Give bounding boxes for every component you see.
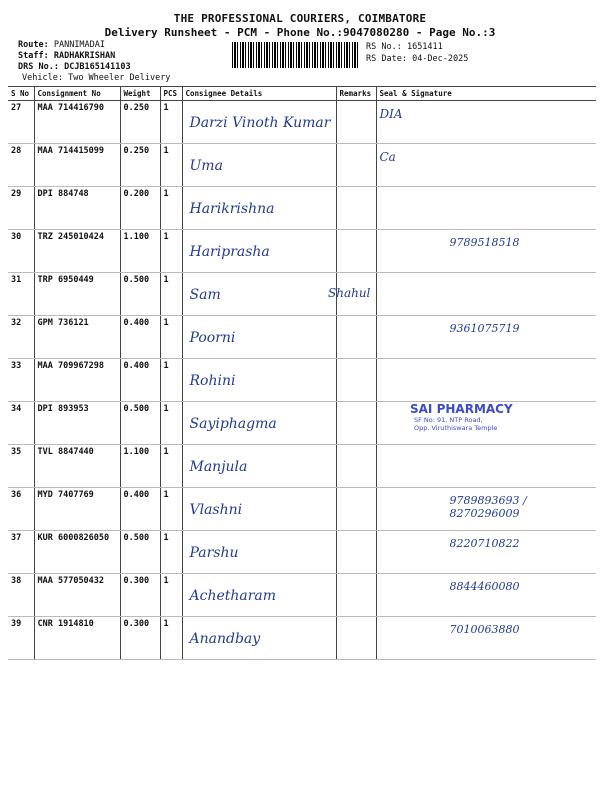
- pcs-cell: 1: [160, 531, 182, 574]
- table-row: [8, 187, 596, 230]
- signature-cell: [376, 101, 596, 144]
- staff-label: Staff:: [18, 51, 49, 61]
- consignment-cell: KUR 6000826050: [34, 531, 120, 574]
- consignment-cell: CNR 1914810: [34, 617, 120, 660]
- rs-no-value: 1651411: [406, 42, 443, 52]
- pcs-cell: 1: [160, 445, 182, 488]
- consignment-cell: MAA 577050432: [34, 574, 120, 617]
- pcs-cell: 1: [160, 617, 182, 660]
- col-header-consignee: Consignee Details: [182, 87, 336, 101]
- weight-cell: 0.400: [120, 316, 160, 359]
- consignee-cell: [182, 531, 336, 574]
- handwritten-phone: 9789893693 / 8270296009: [449, 494, 527, 520]
- route-line: [18, 40, 105, 50]
- consignment-cell: MAA 714416790: [34, 101, 120, 144]
- remarks-cell: [336, 574, 376, 617]
- sno-cell: 31: [8, 273, 34, 316]
- consignee-cell: [182, 101, 336, 144]
- consignee-handwritten-name: Sayiphagma: [189, 416, 277, 432]
- consignee-cell: [182, 617, 336, 660]
- consignee-handwritten-name: Anandbay: [189, 631, 261, 647]
- pcs-cell: 1: [160, 316, 182, 359]
- signature-cell: [376, 187, 596, 230]
- remarks-cell: [336, 402, 376, 445]
- rs-date-line: [366, 54, 468, 64]
- signature-cell: [376, 359, 596, 402]
- pcs-cell: 1: [160, 230, 182, 273]
- col-header-sno: S No: [8, 87, 34, 101]
- col-header-pcs: PCS: [160, 87, 182, 101]
- rs-date-value: 04-Dec-2025: [412, 54, 469, 64]
- pcs-cell: 1: [160, 488, 182, 531]
- col-header-signature: Seal & Signature: [376, 87, 596, 101]
- table-row: [8, 316, 596, 359]
- drs-line: [18, 62, 131, 72]
- consignment-cell: TRZ 245010424: [34, 230, 120, 273]
- signature-cell: [376, 316, 596, 359]
- weight-cell: 0.300: [120, 617, 160, 660]
- sno-cell: 34: [8, 402, 34, 445]
- pcs-cell: 1: [160, 359, 182, 402]
- sno-cell: 30: [8, 230, 34, 273]
- remarks-cell: [336, 101, 376, 144]
- weight-cell: 0.400: [120, 488, 160, 531]
- table-header-row: [8, 87, 596, 101]
- vehicle-label: Vehicle:: [22, 73, 63, 83]
- handwritten-phone: 8844460080: [449, 580, 520, 593]
- handwritten-phone: 9361075719: [449, 322, 520, 335]
- handwritten-phone: 7010063880: [449, 623, 520, 636]
- sno-cell: 35: [8, 445, 34, 488]
- handwritten-phone: 8220710822: [449, 537, 520, 550]
- consignee-handwritten-name: Parshu: [189, 545, 239, 561]
- consignment-cell: MYD 7407769: [34, 488, 120, 531]
- remarks-cell: [336, 230, 376, 273]
- col-header-remarks: Remarks: [336, 87, 376, 101]
- pcs-cell: 1: [160, 144, 182, 187]
- consignee-handwritten-name: Hariprasha: [189, 244, 270, 260]
- weight-cell: 0.500: [120, 273, 160, 316]
- company-title: THE PROFESSIONAL COURIERS, COIMBATORE: [173, 12, 427, 25]
- signature-cell: [376, 230, 596, 273]
- consignee-handwritten-name: Achetharam: [189, 588, 277, 604]
- remarks-cell: [336, 531, 376, 574]
- route-value: PANNIMADAI: [53, 40, 106, 50]
- sno-cell: 37: [8, 531, 34, 574]
- sno-cell: 39: [8, 617, 34, 660]
- weight-cell: 0.400: [120, 359, 160, 402]
- table-row: [8, 445, 596, 488]
- drs-value: DCJB165141103: [64, 62, 131, 72]
- table-row: [8, 574, 596, 617]
- remarks-cell: [336, 488, 376, 531]
- signature-scribble: Ca: [379, 150, 396, 164]
- remarks-cell: [336, 617, 376, 660]
- sno-cell: 28: [8, 144, 34, 187]
- signature-cell: [376, 617, 596, 660]
- stamp-line3: Opp. Viruthiswara Temple: [414, 424, 498, 432]
- route-label: Route:: [18, 40, 49, 50]
- consignee-cell: [182, 488, 336, 531]
- table-row: [8, 488, 596, 531]
- col-header-weight: Weight: [120, 87, 160, 101]
- table-row: [8, 230, 596, 273]
- barcode-image: [232, 42, 360, 68]
- consignee-cell: [182, 445, 336, 488]
- consignee-handwritten-name: Vlashni: [189, 502, 243, 518]
- pharmacy-stamp: [400, 402, 550, 432]
- consignment-cell: MAA 709967298: [34, 359, 120, 402]
- signature-cell: [376, 574, 596, 617]
- consignment-cell: TVL 8847440: [34, 445, 120, 488]
- sno-cell: 38: [8, 574, 34, 617]
- pcs-cell: 1: [160, 402, 182, 445]
- consignment-cell: TRP 6950449: [34, 273, 120, 316]
- handwritten-remark: Shahul: [328, 286, 371, 300]
- remarks-cell: [336, 187, 376, 230]
- consignee-handwritten-name: Rohini: [189, 373, 236, 389]
- staff-line: [18, 51, 115, 61]
- consignee-handwritten-name: Manjula: [189, 459, 248, 475]
- runsheet-subtitle: Delivery Runsheet - PCM - Phone No.:9047080280 - Page No.:3: [104, 26, 496, 39]
- consignee-cell: [182, 273, 336, 316]
- weight-cell: 0.500: [120, 402, 160, 445]
- sno-cell: 27: [8, 101, 34, 144]
- consignee-cell: [182, 230, 336, 273]
- consignment-cell: DPI 884748: [34, 187, 120, 230]
- weight-cell: 0.250: [120, 144, 160, 187]
- pcs-cell: 1: [160, 273, 182, 316]
- rs-date-label: RS Date:: [366, 54, 407, 64]
- consignee-cell: [182, 359, 336, 402]
- vehicle-value: Two Wheeler Delivery: [68, 73, 171, 83]
- signature-cell: [376, 273, 596, 316]
- signature-cell: [376, 445, 596, 488]
- table-row: [8, 531, 596, 574]
- table-row: [8, 359, 596, 402]
- consignment-cell: MAA 714415099: [34, 144, 120, 187]
- sno-cell: 32: [8, 316, 34, 359]
- consignment-cell: DPI 893953: [34, 402, 120, 445]
- stamp-line2: SF No: 91, NTP Road,: [414, 416, 483, 424]
- consignee-handwritten-name: Poorni: [189, 330, 236, 346]
- vehicle-line: [22, 73, 170, 83]
- rs-number-line: [366, 42, 443, 52]
- table-row: [8, 273, 596, 316]
- pcs-cell: 1: [160, 101, 182, 144]
- signature-cell: [376, 531, 596, 574]
- consignee-cell: [182, 187, 336, 230]
- stamp-name: SAI PHARMACY: [410, 402, 513, 416]
- remarks-cell: [336, 445, 376, 488]
- handwritten-phone: 9789518518: [449, 236, 520, 249]
- sno-cell: 33: [8, 359, 34, 402]
- weight-cell: 1.100: [120, 445, 160, 488]
- weight-cell: 0.500: [120, 531, 160, 574]
- col-header-consignment: Consignment No: [34, 87, 120, 101]
- remarks-cell: [336, 316, 376, 359]
- consignee-cell: [182, 144, 336, 187]
- consignee-cell: [182, 316, 336, 359]
- consignee-cell: [182, 402, 336, 445]
- rs-no-label: RS No.:: [366, 42, 402, 52]
- remarks-cell: [336, 144, 376, 187]
- table-row: [8, 144, 596, 187]
- weight-cell: 0.250: [120, 101, 160, 144]
- weight-cell: 0.200: [120, 187, 160, 230]
- consignee-cell: [182, 574, 336, 617]
- consignment-cell: GPM 736121: [34, 316, 120, 359]
- sno-cell: 36: [8, 488, 34, 531]
- signature-cell: [376, 488, 596, 531]
- signature-scribble: DIA: [379, 107, 403, 121]
- signature-cell: [376, 144, 596, 187]
- consignee-handwritten-name: Darzi Vinoth Kumar: [189, 115, 331, 131]
- consignee-handwritten-name: Harikrishna: [189, 201, 275, 217]
- runsheet-table: [8, 86, 596, 660]
- remarks-cell: [336, 359, 376, 402]
- weight-cell: 1.100: [120, 230, 160, 273]
- consignee-handwritten-name: Sam: [189, 287, 221, 303]
- sno-cell: 29: [8, 187, 34, 230]
- weight-cell: 0.300: [120, 574, 160, 617]
- consignee-handwritten-name: Uma: [189, 158, 223, 174]
- table-row: [8, 617, 596, 660]
- pcs-cell: 1: [160, 187, 182, 230]
- table-row: [8, 101, 596, 144]
- drs-label: DRS No.:: [18, 62, 59, 72]
- pcs-cell: 1: [160, 574, 182, 617]
- staff-value: RADHAKRISHAN: [53, 51, 116, 61]
